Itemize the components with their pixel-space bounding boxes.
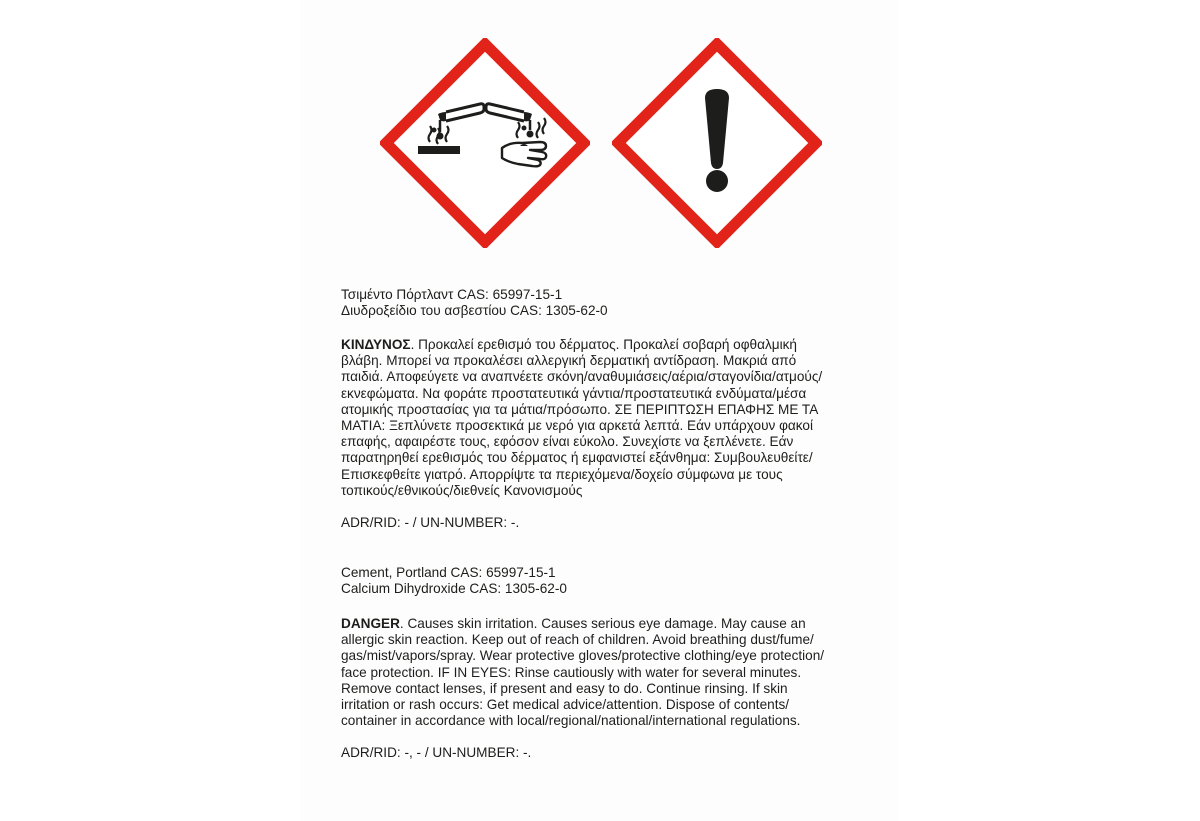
greek-signal-word: ΚΙΝΔΥΝΟΣ (341, 337, 411, 352)
english-hazard-statement (341, 616, 881, 729)
greek-transport-info (341, 515, 881, 531)
exclamation-pictogram (612, 38, 822, 248)
english-transport-info (341, 745, 881, 761)
greek-warning-line: . Προκαλεί ερεθισμό του δέρματος. Προκαλεί σοβαρή οφθαλμική (410, 337, 797, 352)
greek-warning-line: ατομικής προστασίας για τα μάτια/πρόσωπο. ΣΕ ΠΕΡΙΠΤΩΣΗ ΕΠΑΦΗΣ ΜΕ ΤΑ (341, 401, 819, 417)
english-warning-line: irritation or rash occurs: Get medical advice/attention. Dispose of contents/ (341, 697, 790, 713)
greek-warning-line: βλάβη. Μπορεί να προκαλέσει αλλεργική δερματική αντίδραση. Μακριά από (341, 353, 797, 369)
greek-substance-1: Τσιμέντο Πόρτλαντ CAS: 65997-15-1 (341, 287, 563, 302)
greek-warning-line: εκνεφώματα. Να φοράτε προστατευτικά γάντια/προστατευτικά ενδύματα/μέσα (341, 385, 807, 401)
english-signal-word: DANGER (341, 616, 400, 631)
english-warning-line: allergic skin reaction. Keep out of reach of children. Avoid breathing dust/fume/ (341, 632, 814, 648)
corrosion-icon (380, 38, 590, 248)
exclamation-mark-icon (612, 38, 822, 248)
english-substance-2: Calcium Dihydroxide CAS: 1305-62-0 (341, 581, 567, 597)
english-warning-line: container in accordance with local/regional/national/international regulations. (341, 713, 801, 729)
greek-substance-2: Διυδροξείδιο του ασβεστίου CAS: 1305-62-0 (341, 303, 608, 319)
english-warning-line: . Causes skin irritation. Causes serious eye damage. May cause an (399, 616, 806, 631)
greek-transport-line: ADR/RID: - / UN-NUMBER: -. (341, 515, 520, 530)
english-warning-line: gas/mist/vapors/spray. Wear protective gloves/protective clothing/eye protection/ (341, 648, 825, 664)
greek-warning-line: παιδιά. Αποφεύγετε να αναπνέετε σκόνη/αναθυμιάσεις/αέρια/σταγονίδια/ατμούς/ (341, 369, 823, 385)
greek-warning-line: επαφής, αφαιρέστε τους, εφόσον είναι εύκολο. Συνεχίστε να ξεπλένετε. Εάν (341, 434, 794, 450)
greek-warning-line: τοπικούς/εθνικούς/διεθνείς Κανονισμούς (341, 482, 583, 498)
english-warning-line: Remove contact lenses, if present and easy to do. Continue rinsing. If skin (341, 680, 788, 696)
english-substance-list (341, 565, 881, 597)
greek-warning-line: ΜΑΤΙΑ: Ξεπλύνετε προσεκτικά με νερό για αρκετά λεπτά. Εάν υπάρχουν φακοί (341, 418, 813, 434)
english-substance-1: Cement, Portland CAS: 65997-15-1 (341, 565, 556, 580)
greek-hazard-statement (341, 337, 881, 499)
greek-substance-list (341, 287, 881, 319)
greek-warning-line: Επισκεφθείτε γιατρό. Απορρίψτε τα περιεχόμενα/δοχείο σύμφωνα με τους (341, 466, 783, 482)
english-warning-line: face protection. IF IN EYES: Rinse cautiously with water for several minutes. (341, 664, 802, 680)
english-transport-line: ADR/RID: -, - / UN-NUMBER: -. (341, 745, 532, 760)
greek-warning-line: παρατηρηθεί ερεθισμός του δέρματος ή εμφανιστεί εξάνθημα: Συμβουλευθείτε/ (341, 450, 813, 466)
corrosion-pictogram (380, 38, 590, 248)
